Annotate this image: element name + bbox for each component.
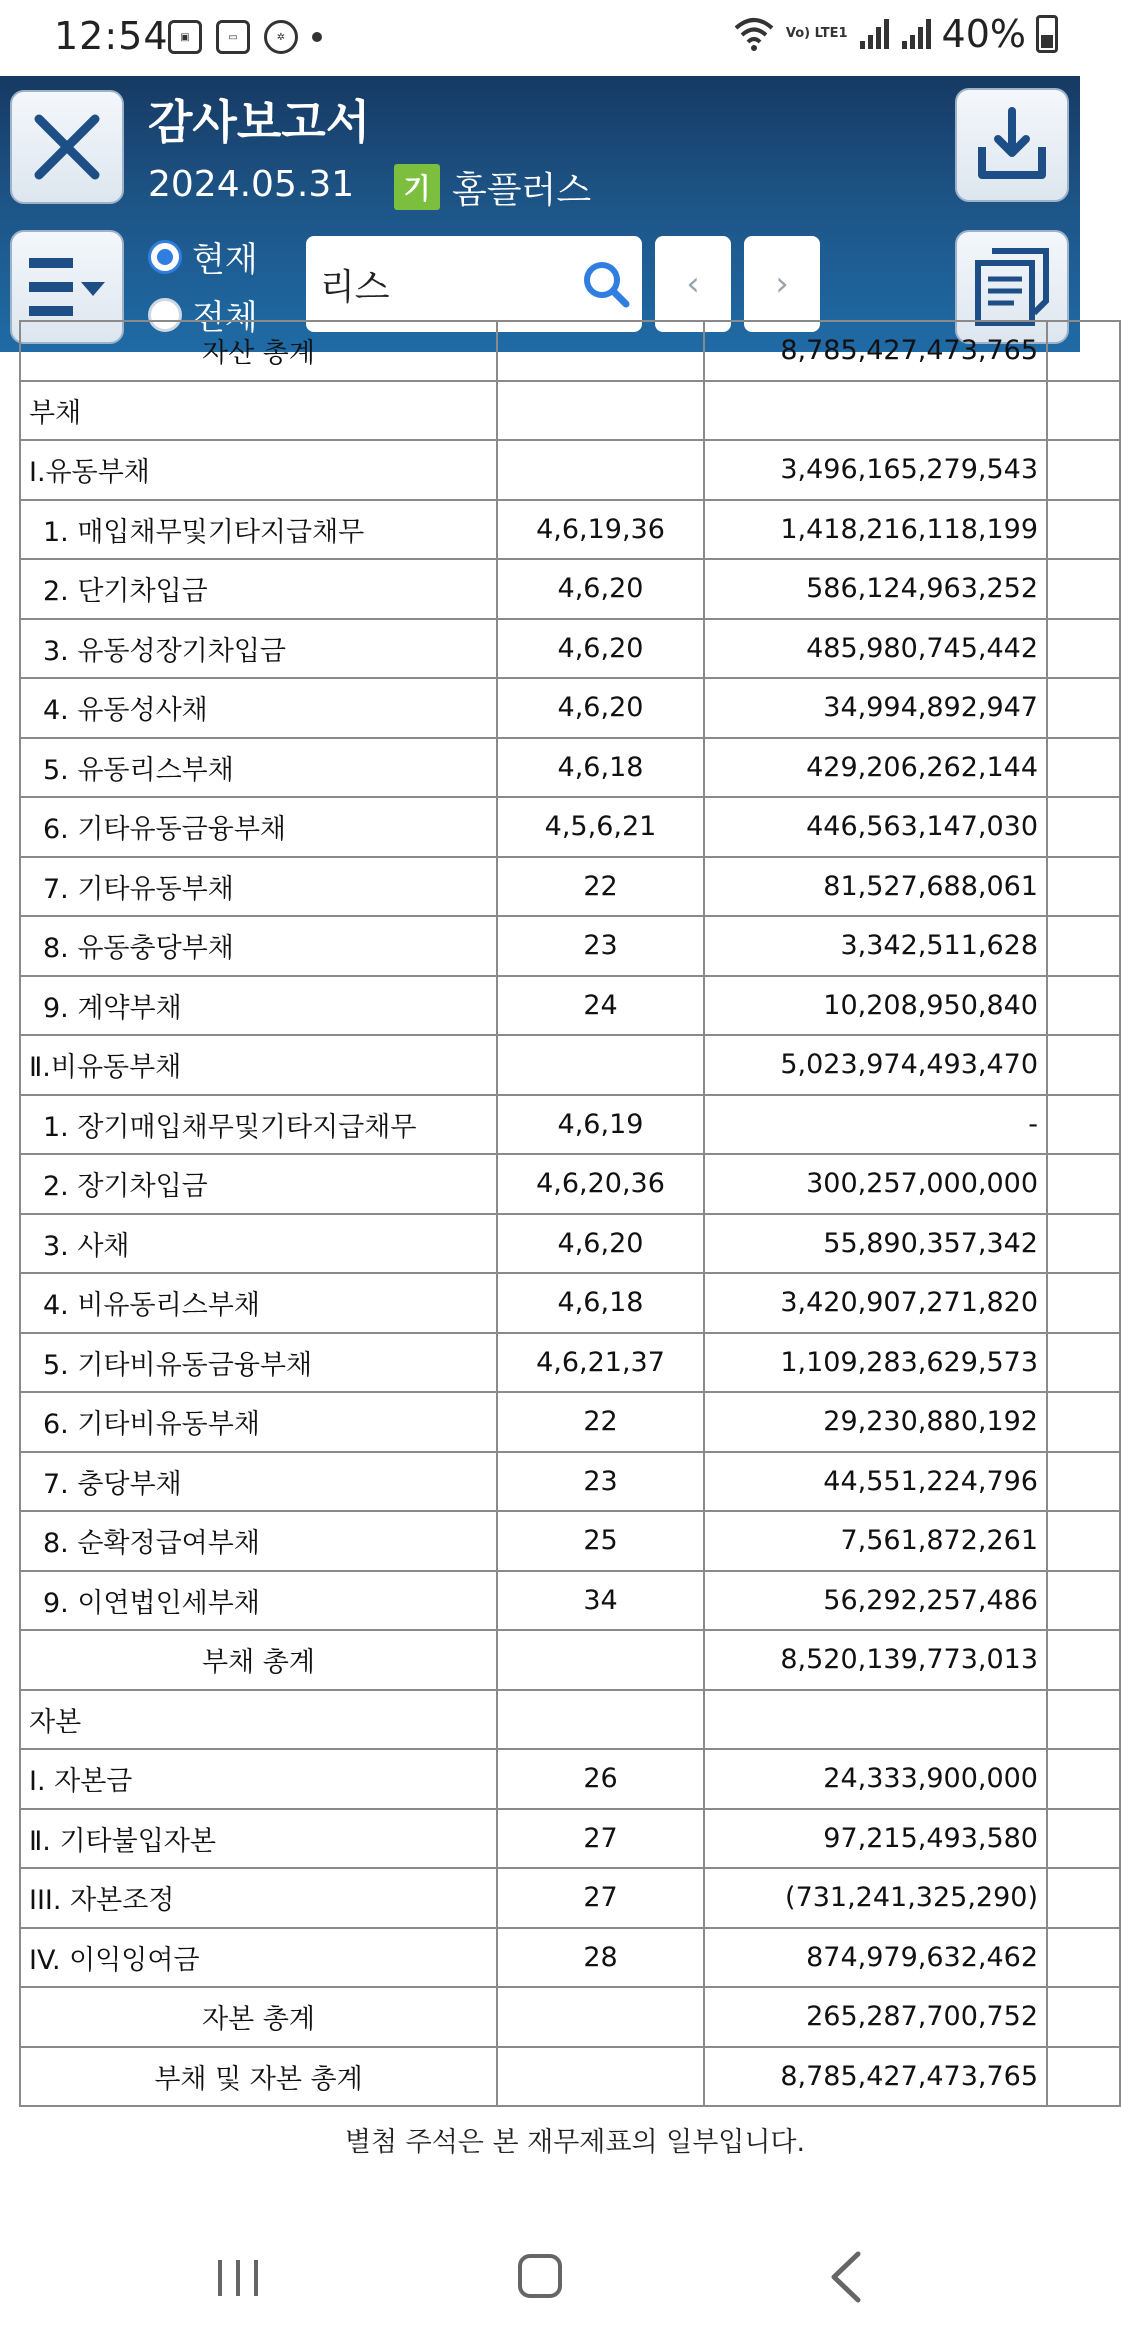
- search-input[interactable]: [320, 256, 570, 312]
- row-note: [497, 321, 704, 381]
- row-amount: 874,979,632,462: [704, 1928, 1047, 1988]
- home-icon[interactable]: [518, 2254, 562, 2298]
- recent-apps-icon[interactable]: [214, 2256, 264, 2300]
- row-extra-cell: [1047, 1035, 1120, 1095]
- row-note: 4,5,6,21: [497, 797, 704, 857]
- row-label: 2. 단기차입금: [20, 559, 497, 619]
- table-row: [20, 1095, 1120, 1155]
- table-row: [20, 1749, 1120, 1809]
- radio-current-indicator[interactable]: [148, 240, 182, 274]
- table-row: [20, 559, 1120, 619]
- row-note: [497, 2047, 704, 2107]
- table-row: [20, 797, 1120, 857]
- row-amount: 5,023,974,493,470: [704, 1035, 1047, 1095]
- row-label: 2. 장기차입금: [20, 1154, 497, 1214]
- row-note: [497, 1035, 704, 1095]
- row-extra-cell: [1047, 738, 1120, 798]
- row-label: Ⅱ.비유동부채: [20, 1035, 497, 1095]
- row-extra-cell: [1047, 916, 1120, 976]
- status-right: [732, 12, 1058, 56]
- row-amount: 55,890,357,342: [704, 1214, 1047, 1274]
- row-label: 3. 사채: [20, 1214, 497, 1274]
- row-note: 28: [497, 1928, 704, 1988]
- row-amount: 24,333,900,000: [704, 1749, 1047, 1809]
- table-row: [20, 1273, 1120, 1333]
- row-amount: 29,230,880,192: [704, 1392, 1047, 1452]
- row-note: 27: [497, 1868, 704, 1928]
- signal-icon: [858, 17, 890, 51]
- table-row: [20, 1452, 1120, 1512]
- app-header: [0, 76, 1080, 352]
- row-amount: 3,496,165,279,543: [704, 440, 1047, 500]
- company-badge: 기: [394, 164, 440, 210]
- row-amount: 44,551,224,796: [704, 1452, 1047, 1512]
- row-label: IV. 이익잉여금: [20, 1928, 497, 1988]
- row-label: 9. 계약부채: [20, 976, 497, 1036]
- row-note: 24: [497, 976, 704, 1036]
- row-note: 4,6,20,36: [497, 1154, 704, 1214]
- row-label: 부채: [20, 381, 497, 441]
- row-note: 25: [497, 1511, 704, 1571]
- row-label: 9. 이연법인세부채: [20, 1571, 497, 1631]
- row-note: 4,6,21,37: [497, 1333, 704, 1393]
- row-label: 8. 순확정급여부채: [20, 1511, 497, 1571]
- document-icon: [970, 245, 1054, 329]
- status-time: 12:54: [54, 14, 169, 58]
- row-label: 4. 비유동리스부채: [20, 1273, 497, 1333]
- row-label: 8. 유동충당부채: [20, 916, 497, 976]
- row-note: [497, 1690, 704, 1750]
- row-note: 4,6,18: [497, 1273, 704, 1333]
- close-icon: [27, 107, 107, 187]
- row-label: 6. 기타유동금융부채: [20, 797, 497, 857]
- row-extra-cell: [1047, 440, 1120, 500]
- row-amount: 8,785,427,473,765: [704, 321, 1047, 381]
- table-row: [20, 381, 1120, 441]
- table-row: [20, 1928, 1120, 1988]
- download-icon: [970, 103, 1054, 187]
- company-name: 홈플러스: [452, 170, 592, 211]
- settings-badge-icon: ✲: [264, 20, 298, 54]
- row-amount: 1,109,283,629,573: [704, 1333, 1047, 1393]
- row-label: 5. 유동리스부채: [20, 738, 497, 798]
- row-label: 자본: [20, 1690, 497, 1750]
- row-label: Ⅱ. 기타불입자본: [20, 1809, 497, 1869]
- table-row: [20, 1154, 1120, 1214]
- row-extra-cell: [1047, 1333, 1120, 1393]
- row-note: 26: [497, 1749, 704, 1809]
- table-row: [20, 1392, 1120, 1452]
- download-button[interactable]: [955, 88, 1069, 202]
- battery-percent: 40%: [941, 12, 1026, 56]
- row-extra-cell: [1047, 1214, 1120, 1274]
- table-row: [20, 1987, 1120, 2047]
- row-note: 34: [497, 1571, 704, 1631]
- row-extra-cell: [1047, 1095, 1120, 1155]
- row-extra-cell: [1047, 1868, 1120, 1928]
- signal-icon-2: [900, 17, 932, 51]
- row-extra-cell: [1047, 1809, 1120, 1869]
- row-extra-cell: [1047, 1273, 1120, 1333]
- row-extra-cell: [1047, 678, 1120, 738]
- table-row: [20, 1214, 1120, 1274]
- row-label: 자산 총계: [20, 321, 497, 381]
- table-row: [20, 2047, 1120, 2107]
- row-extra-cell: [1047, 1690, 1120, 1750]
- row-label: 7. 기타유동부채: [20, 857, 497, 917]
- row-amount: 586,124,963,252: [704, 559, 1047, 619]
- row-note: 22: [497, 857, 704, 917]
- row-extra-cell: [1047, 1511, 1120, 1571]
- row-extra-cell: [1047, 2047, 1120, 2107]
- table-row: [20, 1809, 1120, 1869]
- row-extra-cell: [1047, 1749, 1120, 1809]
- row-amount: 3,420,907,271,820: [704, 1273, 1047, 1333]
- row-note: 23: [497, 916, 704, 976]
- table-row: [20, 738, 1120, 798]
- notification-icons: [168, 20, 322, 54]
- chevron-right-icon: ›: [775, 264, 789, 304]
- row-label: III. 자본조정: [20, 1868, 497, 1928]
- document-title: 감사보고서: [148, 95, 371, 149]
- prev-result-button[interactable]: [655, 236, 731, 332]
- row-extra-cell: [1047, 797, 1120, 857]
- row-amount: 56,292,257,486: [704, 1571, 1047, 1631]
- search-icon[interactable]: [578, 256, 634, 312]
- row-label: 1. 장기매입채무및기타지급채무: [20, 1095, 497, 1155]
- row-extra-cell: [1047, 1571, 1120, 1631]
- row-label: 5. 기타비유동금융부채: [20, 1333, 497, 1393]
- table-row: [20, 1630, 1120, 1690]
- radio-current[interactable]: [148, 232, 258, 281]
- chevron-left-icon: ‹: [686, 264, 700, 304]
- row-label: 자본 총계: [20, 1987, 497, 2047]
- app-notification-icon: ▭: [216, 20, 250, 54]
- search-box[interactable]: [306, 236, 642, 332]
- row-amount: 265,287,700,752: [704, 1987, 1047, 2047]
- row-extra-cell: [1047, 1928, 1120, 1988]
- table-row: [20, 1333, 1120, 1393]
- next-result-button[interactable]: [744, 236, 820, 332]
- row-amount: 7,561,872,261: [704, 1511, 1047, 1571]
- row-amount: 10,208,950,840: [704, 976, 1047, 1036]
- table-row: [20, 916, 1120, 976]
- table-row: [20, 1035, 1120, 1095]
- menu-icon: [25, 252, 109, 322]
- row-amount: 485,980,745,442: [704, 619, 1047, 679]
- table-row: [20, 619, 1120, 679]
- row-extra-cell: [1047, 857, 1120, 917]
- table-row: [20, 1511, 1120, 1571]
- row-label: 부채 총계: [20, 1630, 497, 1690]
- row-label: 6. 기타비유동부채: [20, 1392, 497, 1452]
- radio-all-label: 전체: [192, 298, 258, 338]
- row-extra-cell: [1047, 1452, 1120, 1512]
- row-note: 23: [497, 1452, 704, 1512]
- row-amount: (731,241,325,290): [704, 1868, 1047, 1928]
- volte-indicator: Vo) LTE1: [785, 26, 848, 41]
- row-amount: [704, 1690, 1047, 1750]
- row-amount: 446,563,147,030: [704, 797, 1047, 857]
- row-extra-cell: [1047, 619, 1120, 679]
- row-amount: [704, 381, 1047, 441]
- row-label: Ⅰ.유동부채: [20, 440, 497, 500]
- row-amount: 97,215,493,580: [704, 1809, 1047, 1869]
- row-extra-cell: [1047, 1630, 1120, 1690]
- row-note: 27: [497, 1809, 704, 1869]
- row-extra-cell: [1047, 976, 1120, 1036]
- row-amount: -: [704, 1095, 1047, 1155]
- more-notifications-icon: [312, 32, 322, 42]
- table-row: [20, 321, 1120, 381]
- row-note: 4,6,20: [497, 678, 704, 738]
- table-row: [20, 1571, 1120, 1631]
- row-extra-cell: [1047, 381, 1120, 441]
- table-row: [20, 976, 1120, 1036]
- row-amount: 8,785,427,473,765: [704, 2047, 1047, 2107]
- row-extra-cell: [1047, 559, 1120, 619]
- table-row: [20, 1868, 1120, 1928]
- table-row: [20, 857, 1120, 917]
- row-amount: 81,527,688,061: [704, 857, 1047, 917]
- row-amount: 300,257,000,000: [704, 1154, 1047, 1214]
- table-row: [20, 500, 1120, 560]
- table-row: [20, 678, 1120, 738]
- wifi-icon: [732, 14, 776, 54]
- balance-sheet-table-area[interactable]: [0, 335, 1080, 2102]
- row-label: 1. 매입채무및기타지급채무: [20, 500, 497, 560]
- row-amount: 34,994,892,947: [704, 678, 1047, 738]
- battery-icon: [1036, 15, 1058, 53]
- row-note: [497, 1630, 704, 1690]
- table-row: [20, 1690, 1120, 1750]
- row-note: 4,6,19: [497, 1095, 704, 1155]
- row-note: [497, 440, 704, 500]
- balance-sheet-table: [19, 320, 1121, 2107]
- row-note: 4,6,20: [497, 559, 704, 619]
- status-bar: [0, 0, 1080, 76]
- row-note: 4,6,20: [497, 1214, 704, 1274]
- row-amount: 1,418,216,118,199: [704, 500, 1047, 560]
- row-extra-cell: [1047, 500, 1120, 560]
- close-button[interactable]: [10, 90, 124, 204]
- gallery-icon: ▣: [168, 20, 202, 54]
- row-note: [497, 381, 704, 441]
- footnote: 별첨 주석은 본 재무제표의 일부입니다.: [344, 2127, 806, 2158]
- row-note: 22: [497, 1392, 704, 1452]
- row-label: Ⅰ. 자본금: [20, 1749, 497, 1809]
- row-label: 부채 및 자본 총계: [20, 2047, 497, 2107]
- row-label: 7. 충당부채: [20, 1452, 497, 1512]
- row-extra-cell: [1047, 1154, 1120, 1214]
- row-extra-cell: [1047, 321, 1120, 381]
- radio-current-label: 현재: [192, 240, 258, 280]
- document-date: 2024.05.31: [148, 164, 355, 205]
- row-amount: 8,520,139,773,013: [704, 1630, 1047, 1690]
- row-note: 4,6,19,36: [497, 500, 704, 560]
- row-amount: 429,206,262,144: [704, 738, 1047, 798]
- system-nav-bar: [0, 2220, 1080, 2340]
- row-label: 3. 유동성장기차입금: [20, 619, 497, 679]
- row-label: 4. 유동성사채: [20, 678, 497, 738]
- back-icon[interactable]: [826, 2250, 866, 2304]
- row-note: [497, 1987, 704, 2047]
- row-extra-cell: [1047, 1392, 1120, 1452]
- row-amount: 3,342,511,628: [704, 916, 1047, 976]
- table-row: [20, 440, 1120, 500]
- row-note: 4,6,20: [497, 619, 704, 679]
- row-note: 4,6,18: [497, 738, 704, 798]
- row-extra-cell: [1047, 1987, 1120, 2047]
